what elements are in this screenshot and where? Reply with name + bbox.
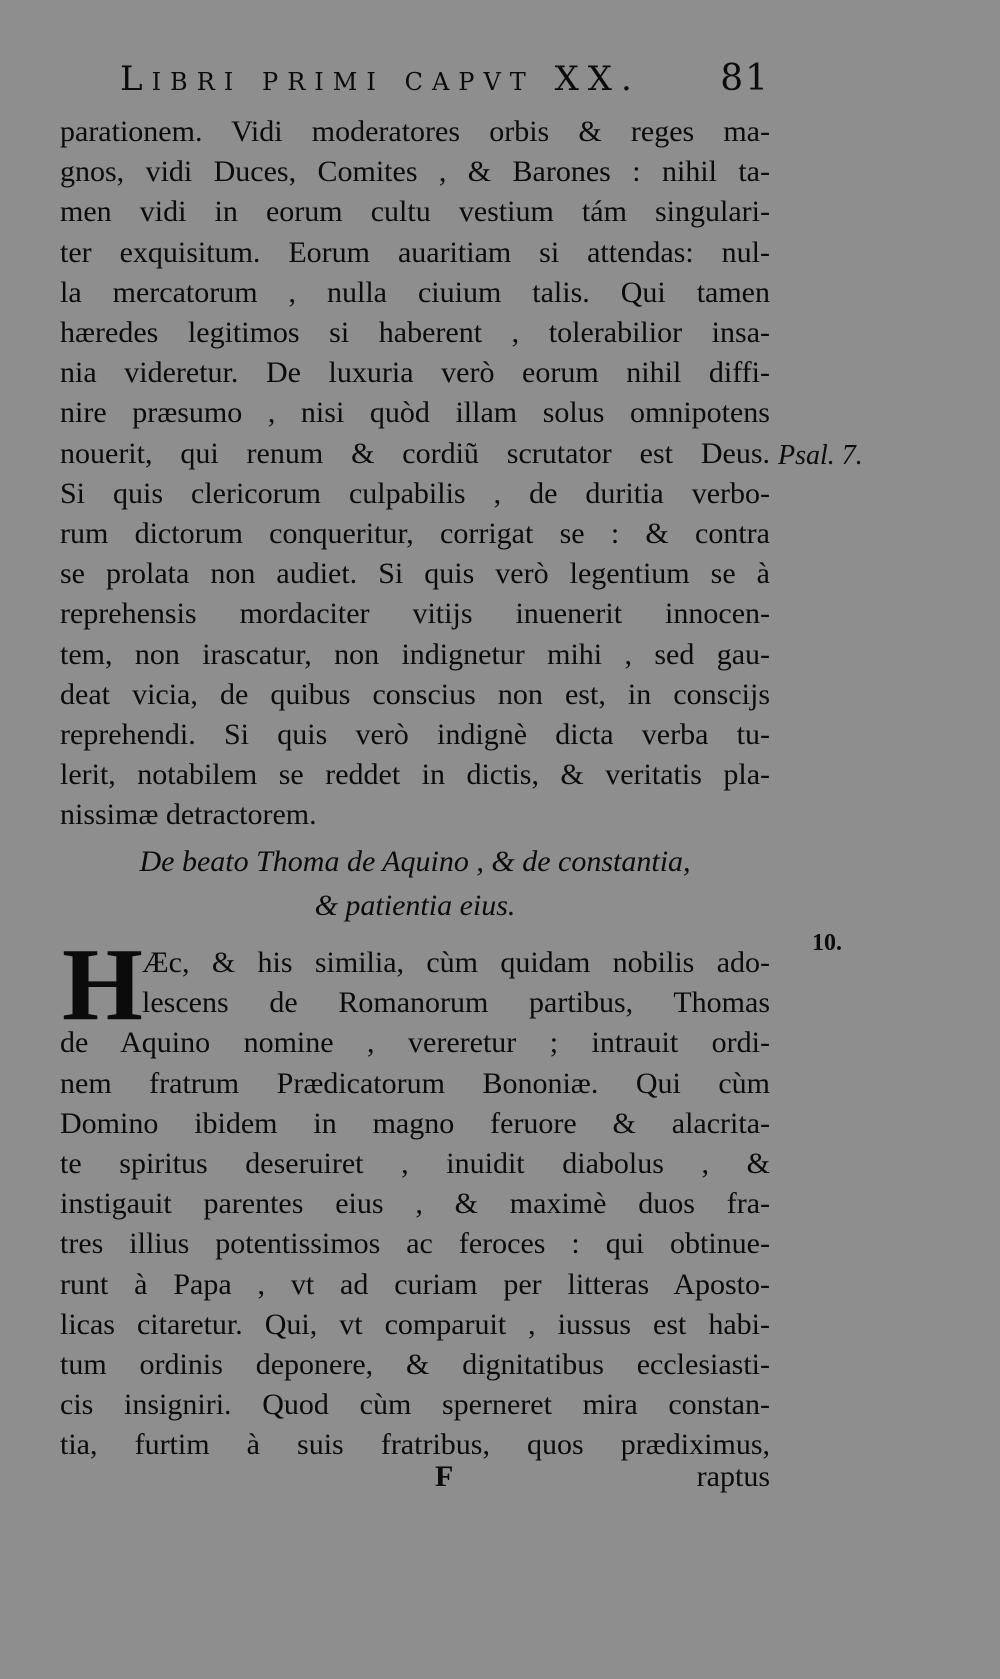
page-footer	[60, 1460, 770, 1510]
text-line: de Aquino nomine , vereretur ; intrauit ordi-	[60, 1026, 770, 1060]
signature-mark: F	[435, 1460, 454, 1493]
heading-line: De beato Thoma de Aquino , & de constantia,	[139, 845, 691, 878]
text-line: Æc, & his similia, cùm quidam nobilis ado-	[142, 946, 770, 979]
drop-capital: H	[62, 927, 143, 1042]
text-line: tem, non irascatur, non indignetur mihi , sed gau-	[60, 637, 770, 671]
text-line: la mercatorum , nulla ciuium talis. Qui tamen	[60, 275, 770, 309]
text-line: cis insigniri. Quod cùm sperneret mira constan-	[60, 1388, 770, 1422]
page-number: 81	[720, 58, 770, 99]
margin-note-psalm: Psal. 7.	[778, 440, 863, 471]
section-heading	[60, 840, 770, 928]
text-line: Si quis clericorum culpabilis , de duritia verbo-	[60, 476, 770, 510]
paragraph-1	[60, 112, 770, 836]
heading-line: & patientia eius.	[314, 889, 516, 922]
text-line: nouerit, qui renum & cordiũ scrutator est Deus.	[60, 436, 770, 470]
text-line: nire præsumo , nisi quòd illam solus omnipotens	[60, 396, 770, 430]
running-head: Libri primi capvt XX.	[120, 59, 641, 99]
text-line: instigauit parentes eius , & maximè duos fra-	[60, 1187, 770, 1221]
text-line: parationem. Vidi moderatores orbis & reges ma-	[60, 115, 770, 148]
text-line: se prolata non audiet. Si quis verò legentium se à	[60, 557, 770, 591]
text-line: lescens de Romanorum partibus, Thomas	[142, 986, 770, 1020]
page-header	[120, 58, 770, 108]
text-line: nissimæ detractorem.	[60, 798, 317, 832]
text-line: lerit, notabilem se reddet in dictis, & veritatis pla-	[60, 758, 770, 792]
margin-note-number: 10.	[812, 930, 842, 956]
paragraph-2	[60, 943, 770, 1466]
text-line: tum ordinis deponere, & dignitatibus ecclesiasti-	[60, 1348, 770, 1382]
text-line: nem fratrum Prædicatorum Bononiæ. Qui cùm	[60, 1066, 770, 1100]
text-line: tres illius potentissimos ac feroces : qui obtinue-	[60, 1227, 770, 1261]
text-line: reprehensis mordaciter vitijs inuenerit innocen-	[60, 597, 770, 631]
text-line: Domino ibidem in magno feruore & alacrita-	[60, 1106, 770, 1140]
text-line: ter exquisitum. Eorum auaritiam si attendas: nul-	[60, 235, 770, 269]
text-line: reprehendi. Si quis verò indignè dicta verba tu-	[60, 718, 770, 752]
text-line: men vidi in eorum cultu vestium tám singulari-	[60, 195, 770, 229]
text-line: licas citaretur. Qui, vt comparuit , iussus est habi-	[60, 1307, 770, 1341]
text-line: deat vicia, de quibus conscius non est, in conscijs	[60, 677, 770, 711]
text-line: runt à Papa , vt ad curiam per litteras Aposto-	[60, 1267, 770, 1301]
text-line: te spiritus deseruiret , inuidit diabolus , &	[60, 1147, 770, 1181]
text-line: gnos, vidi Duces, Comites , & Barones : nihil ta-	[60, 155, 770, 189]
text-line: nia videretur. De luxuria verò eorum nihil diffi-	[60, 356, 770, 390]
text-line: tia, furtim à suis fratribus, quos prædiximus,	[60, 1428, 770, 1462]
text-line: rum dictorum conqueritur, corrigat se : & contra	[60, 517, 770, 551]
catchword: raptus	[696, 1460, 770, 1493]
text-line: hæredes legitimos si haberent , tolerabilior insa-	[60, 316, 770, 350]
